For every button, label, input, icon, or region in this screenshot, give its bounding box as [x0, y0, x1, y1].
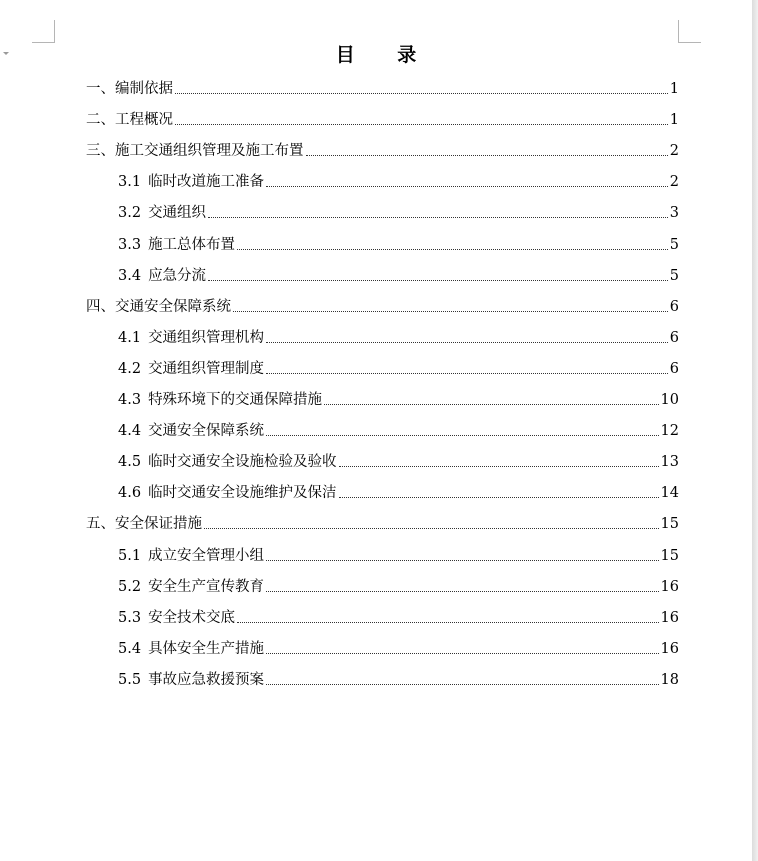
toc-entry-label: 临时交通安全设施维护及保洁 — [148, 485, 337, 502]
toc-entry[interactable] — [118, 634, 679, 658]
toc-title: 目 录 — [335, 44, 435, 66]
toc-entry[interactable] — [118, 603, 679, 627]
toc-entry-number: 5.4 — [118, 640, 142, 657]
toc-entry-number: 5.3 — [118, 609, 142, 626]
toc-entry[interactable] — [118, 261, 679, 285]
toc-entry-number: 4.4 — [118, 423, 142, 440]
toc-page-number: 13 — [660, 454, 679, 471]
toc-entry[interactable] — [118, 385, 679, 409]
toc-entry-label: 三、施工交通组织管理及施工布置 — [86, 143, 304, 160]
toc-leader-dots — [324, 403, 658, 405]
toc-entry[interactable] — [86, 74, 679, 98]
toc-entry[interactable] — [118, 416, 679, 440]
toc-entry[interactable] — [118, 198, 679, 222]
toc-entry-label: 四、交通安全保障系统 — [86, 298, 231, 315]
toc-entry-number: 4.1 — [118, 329, 142, 346]
toc-entry-number: 3.2 — [118, 205, 142, 222]
toc-page-number: 15 — [660, 516, 679, 533]
toc-leader-dots — [266, 590, 658, 592]
toc-page-number: 6 — [669, 360, 679, 377]
toc-page-number: 10 — [660, 392, 679, 408]
toc-leader-dots — [266, 683, 658, 685]
toc-entry-label: 交通组织 — [148, 205, 207, 222]
toc-page-number: 6 — [669, 329, 679, 346]
toc-leader-dots — [175, 123, 668, 125]
toc-entry-label: 特殊环境下的交通保障措施 — [148, 392, 323, 408]
toc-leader-dots — [233, 310, 668, 312]
toc-entry[interactable] — [118, 665, 679, 689]
toc-entry-label: 五、安全保证措施 — [86, 516, 202, 533]
toc-entry-number: 3.3 — [118, 236, 142, 253]
toc-entry-label: 一、编制依据 — [86, 81, 173, 97]
toc-entry-label: 成立安全管理小组 — [148, 547, 265, 564]
toc-entry-label: 临时改道施工准备 — [148, 174, 265, 191]
toc-page-number: 3 — [669, 205, 679, 222]
toc-page-number: 5 — [669, 267, 679, 284]
toc-entry-number: 3.4 — [118, 267, 142, 284]
toc-leader-dots — [266, 185, 668, 187]
toc-entry[interactable] — [118, 323, 679, 347]
toc-entry-label: 交通安全保障系统 — [148, 423, 265, 440]
toc-entry-label: 安全技术交底 — [148, 609, 236, 626]
toc-page-number: 14 — [660, 485, 679, 502]
toc-entry[interactable] — [118, 541, 679, 565]
toc-entry-label: 施工总体布置 — [148, 236, 236, 253]
toc-page-number: 6 — [669, 298, 679, 315]
toc-entry[interactable] — [118, 572, 679, 596]
toc-entry[interactable] — [86, 105, 679, 129]
toc-entry-number: 5.2 — [118, 578, 142, 595]
toc-entry-number: 5.5 — [118, 671, 142, 688]
toc-entry-label: 应急分流 — [148, 267, 207, 284]
toc-entry[interactable] — [118, 230, 679, 254]
toc-leader-dots — [208, 216, 668, 218]
toc-entry-label: 临时交通安全设施检验及验收 — [148, 454, 337, 471]
toc-entry-number: 4.2 — [118, 360, 142, 377]
toc-leader-dots — [266, 559, 658, 561]
toc-leader-dots — [204, 527, 659, 529]
toc-entry[interactable] — [118, 167, 679, 191]
toc-leader-dots — [237, 621, 658, 623]
toc-entry[interactable] — [86, 292, 679, 316]
toc-page-number: 2 — [669, 143, 679, 160]
toc-entry[interactable] — [118, 478, 679, 502]
toc-entry-number: 3.1 — [118, 174, 142, 191]
toc-entry-label: 具体安全生产措施 — [148, 640, 265, 657]
toc-entry-label: 安全生产宣传教育 — [148, 578, 265, 595]
toc-entry-number: 4.3 — [118, 392, 142, 408]
toc-page-number: 12 — [660, 423, 679, 440]
toc-entry[interactable] — [118, 447, 679, 471]
toc-entry-label: 二、工程概况 — [86, 112, 173, 129]
toc-leader-dots — [266, 372, 668, 374]
toc-leader-dots — [266, 652, 658, 654]
toc-entry[interactable] — [86, 509, 679, 533]
toc-entry-number: 5.1 — [118, 547, 142, 564]
toc-leader-dots — [339, 496, 659, 498]
toc-page-number: 2 — [669, 174, 679, 191]
toc-entry-label: 事故应急救援预案 — [148, 671, 265, 688]
toc-entry-number: 4.6 — [118, 485, 142, 502]
toc-leader-dots — [237, 248, 668, 250]
page-edge-shadow — [752, 0, 758, 861]
toc-entry[interactable] — [118, 354, 679, 378]
toc-page-number: 18 — [660, 671, 679, 688]
toc-page-number: 5 — [669, 236, 679, 253]
toc-leader-dots — [266, 434, 658, 436]
toc-page-number: 1 — [669, 112, 679, 129]
toc-leader-dots — [339, 465, 659, 467]
toc-leader-dots — [266, 341, 668, 343]
toc-entry-label: 交通组织管理制度 — [148, 360, 265, 377]
toc-page-number: 16 — [660, 609, 679, 626]
toc-leader-dots — [208, 279, 668, 281]
toc-page-number: 16 — [660, 640, 679, 657]
toc-page-number: 1 — [669, 81, 679, 97]
toc-leader-dots — [306, 154, 668, 156]
toc-entry[interactable] — [86, 136, 679, 160]
toc-entry-label: 交通组织管理机构 — [148, 329, 265, 346]
toc-page-number: 15 — [660, 547, 679, 564]
toc-page-number: 16 — [660, 578, 679, 595]
toc-leader-dots — [175, 92, 668, 94]
toc-entry-number: 4.5 — [118, 454, 142, 471]
